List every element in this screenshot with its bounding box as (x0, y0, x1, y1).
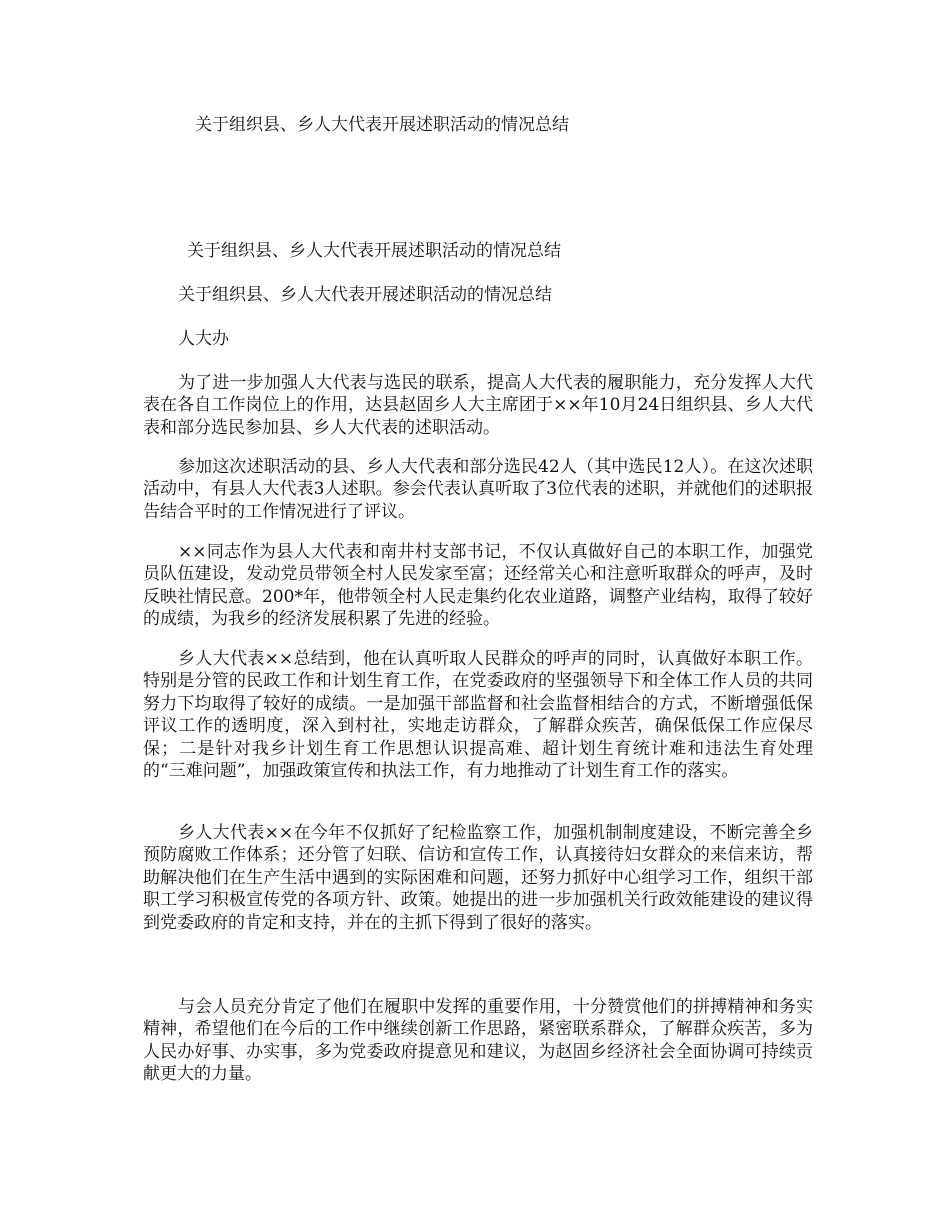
body-paragraph-6: 与会人员充分肯定了他们在履职中发挥的重要作用，十分赞赏他们的拼搏精神和务实精神，希望他们在今后的工作中继续创新工作思路，紧密联系群众，了解群众疾苦，多为人民办好事、办实事，多为党委政府提意见和建议，为赵固乡经济社会全面协调可持续贡献更大的力量。 (143, 997, 813, 1085)
issuing-office: 人大办 (178, 329, 229, 349)
document-subheading: 关于组织县、乡人大代表开展述职活动的情况总结 (178, 285, 552, 305)
body-paragraph-4: 乡人大代表××总结到，他在认真听取人民群众的呼声的同时，认真做好本职工作。特别是分管的民政工作和计划生育工作，在党委政府的坚强领导下和全体工作人员的共同努力下均取得了较好的成绩。一是加强干部监督和社会监督相结合的方式，不断增强低保评议工作的透明度，深入到村社，实地走访群众，了解群众疾苦，确保低保工作应保尽保；二是针对我乡计划生育工作思想认识提高难、超计划生育统计难和违法生育处理的“三难问题”，加强政策宣传和执法工作，有力地推动了计划生育工作的落实。 (143, 649, 813, 782)
body-paragraph-3: ××同志作为县人大代表和南井村支部书记，不仅认真做好自己的本职工作，加强党员队伍建设，发动党员带领全村人民发家至富；还经常关心和注意听取群众的呼声，及时反映社情民意。200*年，他带领全村人民走集约化农业道路，调整产业结构，取得了较好的成绩，为我乡的经济发展积累了先进的经验。 (143, 542, 813, 630)
body-paragraph-2: 参加这次述职活动的县、乡人大代表和部分选民42人（其中选民12人）。在这次述职活动中，有县人大代表3人述职。参会代表认真听取了3位代表的述职，并就他们的述职报告结合平时的工作情况进行了评议。 (143, 457, 813, 522)
body-paragraph-1: 为了进一步加强人大代表与选民的联系，提高人大代表的履职能力，充分发挥人大代表在各自工作岗位上的作用，达县赵固乡人大主席团于××年10月24日组织县、乡人大代表和部分选民参加县、乡人大代表的述职活动。 (143, 373, 813, 438)
document-title: 关于组织县、乡人大代表开展述职活动的情况总结 (195, 115, 569, 135)
body-paragraph-5: 乡人大代表××在今年不仅抓好了纪检监察工作，加强机制制度建设，不断完善全乡预防腐败工作体系；还分管了妇联、信访和宣传工作，认真接待妇女群众的来信来访，帮助解决他们在生产生活中遇到的实际困难和问题，还努力抓好中心组学习工作，组织干部职工学习积极宣传党的各项方针、政策。她提出的进一步加强机关行政效能建设的建议得到党委政府的肯定和支持，并在的主抓下得到了很好的落实。 (143, 823, 813, 933)
document-heading: 关于组织县、乡人大代表开展述职活动的情况总结 (187, 241, 561, 261)
